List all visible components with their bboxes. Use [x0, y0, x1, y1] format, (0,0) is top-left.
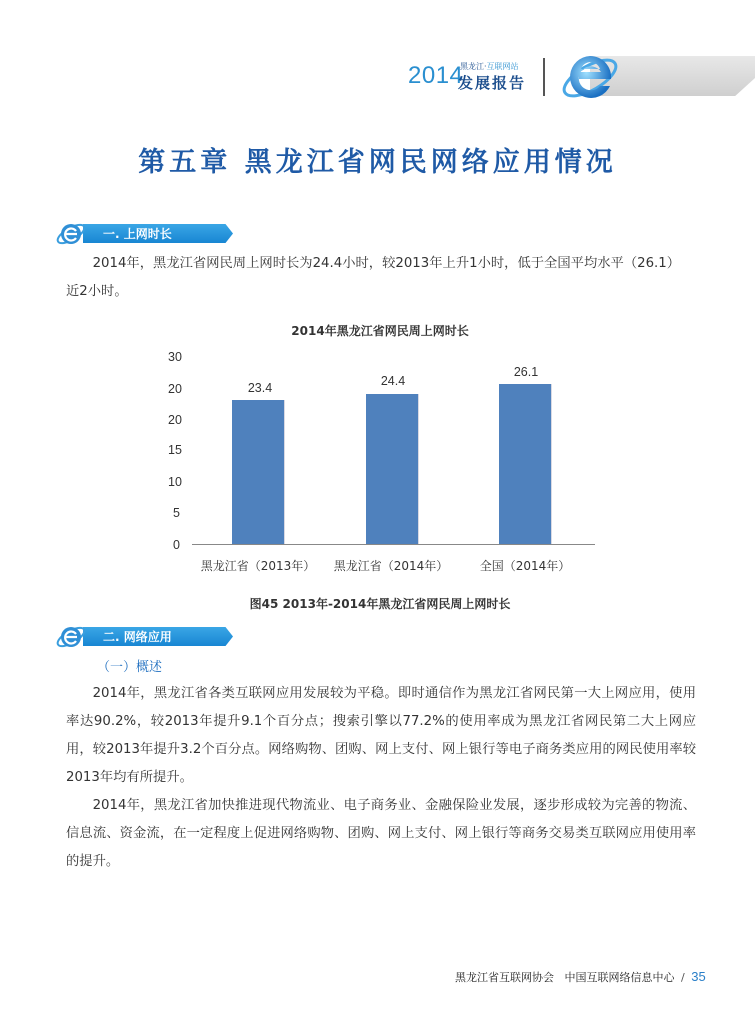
section1-paragraph [66, 250, 696, 306]
bar-value-label: 23.4 [247, 381, 273, 395]
ie-e-logo-icon [560, 48, 620, 106]
page-footer [455, 969, 706, 985]
footer-org1: 黑龙江省互联网协会 [455, 971, 554, 984]
footer-separator: / [681, 971, 685, 984]
chapter-title: 第五章 黑龙江省网民网络应用情况 [138, 147, 617, 178]
y-tick-label: 10 [168, 475, 182, 489]
header-subtitle-small [460, 61, 519, 72]
header-divider [543, 58, 545, 96]
x-axis-line [192, 544, 595, 545]
x-category-label: 黑龙江省（2013年） [200, 559, 316, 573]
y-tick-label: 5 [173, 506, 180, 520]
bar-heilongjiang-2014 [366, 394, 418, 544]
paragraph-line: 近2小时。 [66, 284, 128, 299]
section2-paragraphs [66, 680, 696, 876]
paragraph: 2014年，黑龙江省各类互联网应用发展较为平稳。即时通信作为黑龙江省网民第一大上网应用，使用率达90.2%，较2013年提升9.1个百分点；搜索引擎以77.2%的使用率成为黑龙江省网民第二大上网应用，较2013年提升3.2个百分点。网络购物、团购、网上支付、网上银行等电子商务类应用的网民使用率较2013年均有所提升。 [66, 686, 696, 785]
page-header [400, 48, 755, 108]
header-title: 发展报告 [458, 74, 527, 92]
y-tick-label: 0 [173, 538, 180, 552]
y-tick-label: 20 [168, 413, 182, 427]
x-category-label: 黑龙江省（2014年） [333, 559, 449, 573]
bar-chart [150, 318, 610, 618]
x-category-label: 全国（2014年） [479, 559, 571, 573]
chart-title: 2014年黑龙江省网民周上网时长 [291, 324, 469, 338]
bar-value-label: 24.4 [380, 374, 406, 388]
paragraph-line: 2014年，黑龙江省网民周上网时长为24.4小时，较2013年上升1小时，低于全国平均水平（26.1） [92, 256, 681, 271]
ie-e-section-icon [55, 220, 87, 248]
paragraph: 2014年，黑龙江省加快推进现代物流业、电子商务业、金融保险业发展，逐步形成较为完善的物流、信息流、资金流，在一定程度上促进网络购物、团购、网上支付、网上银行等商务交易类互联网应用使用率的提升。 [66, 798, 696, 869]
y-tick-label: 15 [168, 443, 182, 457]
section-heading-text: 一. 上网时长 [103, 227, 172, 241]
y-tick-label: 30 [168, 350, 182, 364]
ie-e-section-icon [55, 623, 87, 651]
y-tick-label: 20 [168, 382, 182, 396]
subheading-overview: （一）概述 [97, 660, 163, 675]
bar-value-label: 26.1 [513, 365, 539, 379]
figure-caption: 图45 2013年-2014年黑龙江省网民周上网时长 [249, 597, 511, 611]
bar-heilongjiang-2013 [232, 400, 284, 544]
section-heading-text: 二. 网络应用 [103, 630, 172, 644]
header-year: 2014 [408, 62, 464, 89]
page-number: 35 [691, 969, 706, 984]
header-small-right: 互联网站 [486, 62, 519, 71]
footer-org2: 中国互联网络信息中心 [564, 971, 675, 984]
header-small-left: 黑龙江· [460, 62, 487, 71]
bar-national-2014 [499, 384, 551, 544]
